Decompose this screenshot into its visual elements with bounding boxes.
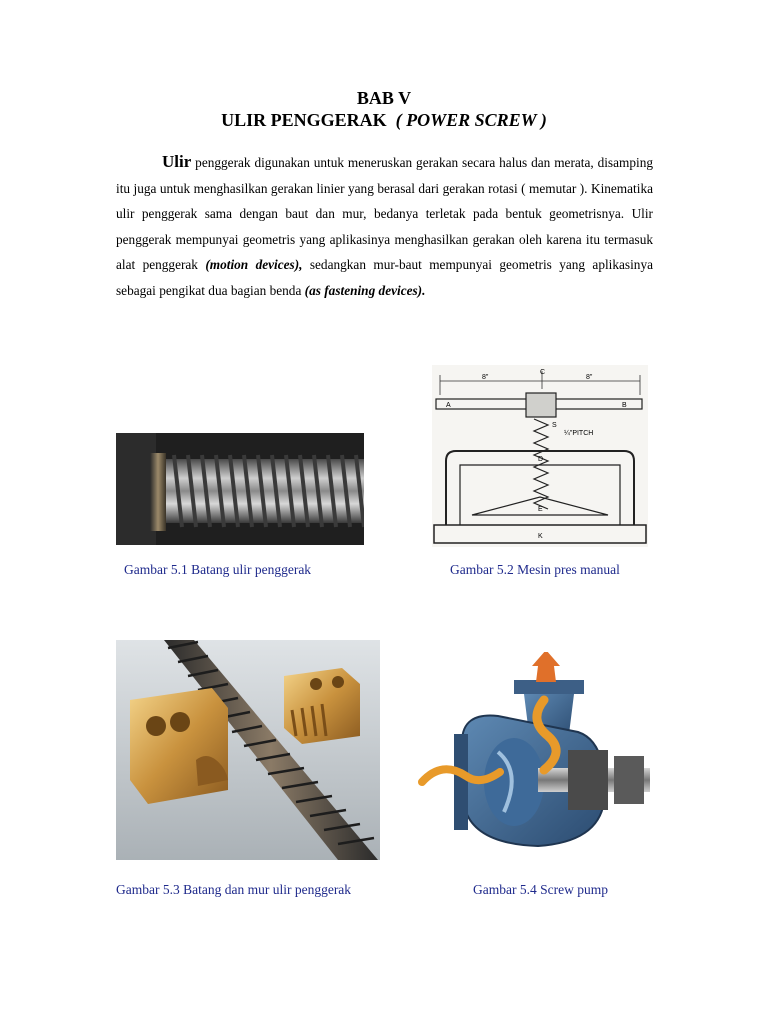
press-drawing-icon bbox=[432, 365, 648, 547]
term-fastening-devices: (as fastening devices). bbox=[304, 282, 426, 298]
press-label-k: K bbox=[538, 533, 543, 540]
figure-5-2-caption: Gambar 5.2 Mesin pres manual bbox=[450, 562, 620, 577]
press-dim-left: 8" bbox=[482, 374, 489, 381]
figure-5-3-image bbox=[116, 640, 380, 860]
lead-word: Ulir bbox=[162, 152, 192, 171]
press-label-a: A bbox=[446, 402, 451, 409]
term-motion-devices: (motion devices), bbox=[205, 257, 303, 272]
figure-5-1-image bbox=[116, 433, 364, 545]
press-label-pitch: ¼"PITCH bbox=[564, 430, 594, 437]
press-label-d: D bbox=[538, 456, 544, 463]
paragraph-text-2: sedangkan mur-baut mempunyai geometris yang aplikasinya sebagai pengikat dua bagian benda bbox=[116, 257, 653, 298]
figure-5-4-caption: Gambar 5.4 Screw pump bbox=[473, 882, 608, 897]
pump-cutaway-photo-icon bbox=[418, 652, 650, 864]
press-label-b: B bbox=[622, 402, 627, 409]
figure-5-2-image bbox=[432, 365, 648, 547]
chapter-title: BAB V bbox=[356, 88, 412, 108]
screw-nut-photo-icon bbox=[116, 640, 380, 860]
press-label-e: E bbox=[538, 506, 543, 513]
press-label-s: S bbox=[552, 422, 557, 429]
section-title bbox=[0, 110, 768, 131]
paragraph-text-1: penggerak digunakan untuk meneruskan gerakan secara halus dan merata, disamping itu juga untuk menghasilkan gerakan linier yang berasal dari gerakan rotasi ( memutar ). Kinematika ulir penggerak sama dengan baut dan mur, bedanya terletak pada bentuk geometrisnya. Ulir penggerak mempunyai geometris yang aplikasinya menghasilkan gerakan oleh karena itu termasuk alat penggerak bbox=[116, 155, 653, 272]
figure-5-4-image bbox=[418, 652, 650, 864]
section-title-id: ULIR PENGGERAK bbox=[221, 110, 387, 130]
intro-paragraph bbox=[116, 149, 653, 303]
figure-5-3-caption: Gambar 5.3 Batang dan mur ulir penggerak bbox=[116, 882, 352, 897]
press-dim-right: 8" bbox=[586, 374, 593, 381]
section-title-en: ( POWER SCREW ) bbox=[395, 110, 547, 130]
figure-5-1-caption: Gambar 5.1 Batang ulir penggerak bbox=[124, 562, 312, 577]
press-label-c: C bbox=[540, 369, 546, 376]
screw-shaft-photo-icon bbox=[116, 433, 364, 545]
